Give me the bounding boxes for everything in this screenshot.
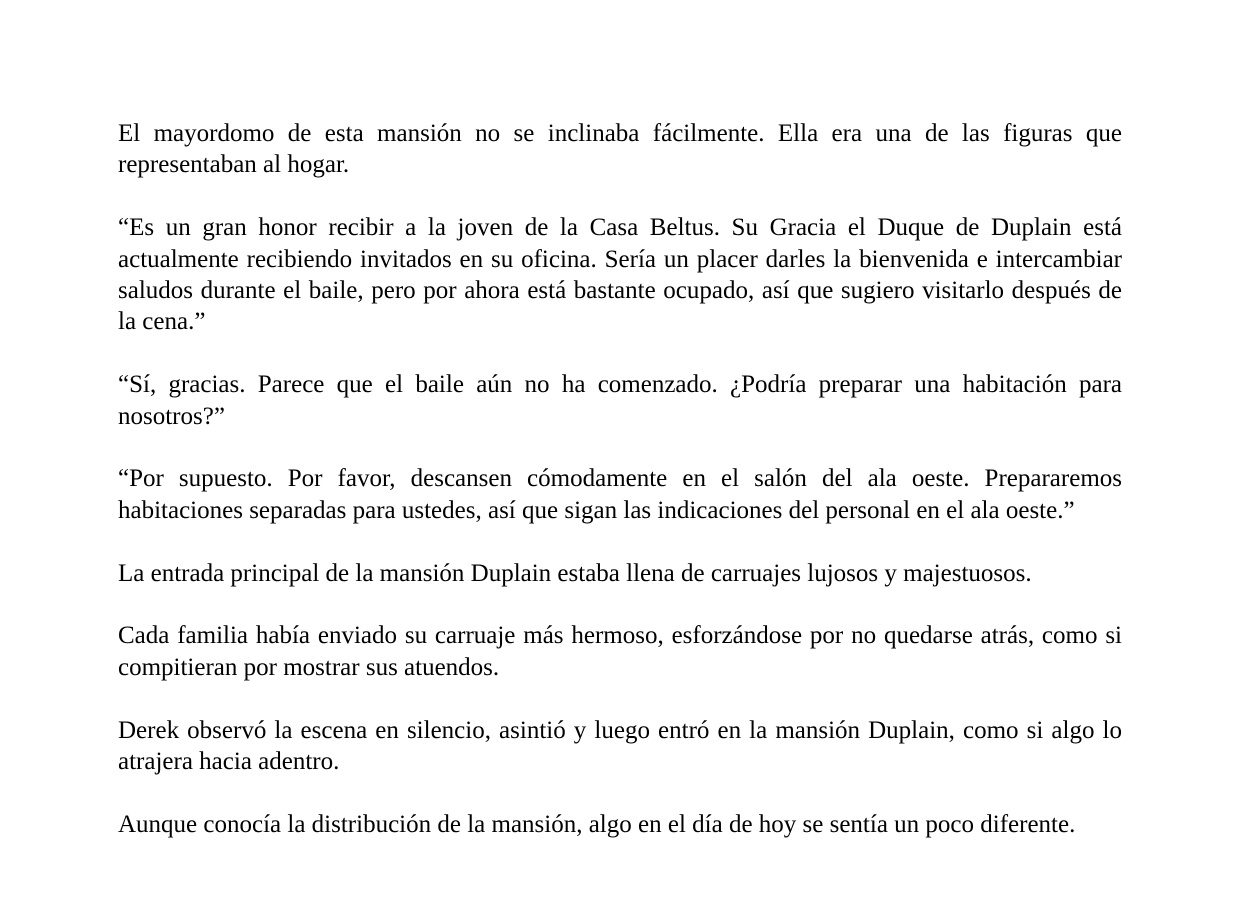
paragraph-4: “Por supuesto. Por favor, descansen cómodamente en el salón del ala oeste. Prepararemos habitaciones separadas para ustedes, así que sigan las indicaciones del personal en el ala oeste.” <box>118 465 1122 524</box>
document-body <box>118 118 1122 872</box>
paragraph-8: Aunque conocía la distribución de la mansión, algo en el día de hoy se sentía un poco diferente. <box>118 810 1076 838</box>
paragraph-5: La entrada principal de la mansión Duplain estaba llena de carruajes lujosos y majestuosos. <box>118 559 1032 587</box>
paragraph-7: Derek observó la escena en silencio, asintió y luego entró en la mansión Duplain, como si algo lo atrajera hacia adentro. <box>118 716 1122 776</box>
paragraph-6: Cada familia había enviado su carruaje más hermoso, esforzándose por no quedarse atrás, como si compitieran por mostrar sus atuendos. <box>118 622 1122 681</box>
paragraph-2: “Es un gran honor recibir a la joven de la Casa Beltus. Su Gracia el Duque de Duplain está actualmente recibiendo invitados en su oficina. Sería un placer darles la bienvenida e intercambiar saludos durante el baile, pero por ahora está bastante ocupado, así que sugiero visitarlo después de la cena.” <box>118 214 1122 336</box>
paragraph-1: El mayordomo de esta mansión no se inclinaba fácilmente. Ella era una de las figuras que representaban al hogar. <box>118 120 1122 179</box>
paragraph-3: “Sí, gracias. Parece que el baile aún no ha comenzado. ¿Podría preparar una habitación para nosotros?” <box>118 371 1122 430</box>
